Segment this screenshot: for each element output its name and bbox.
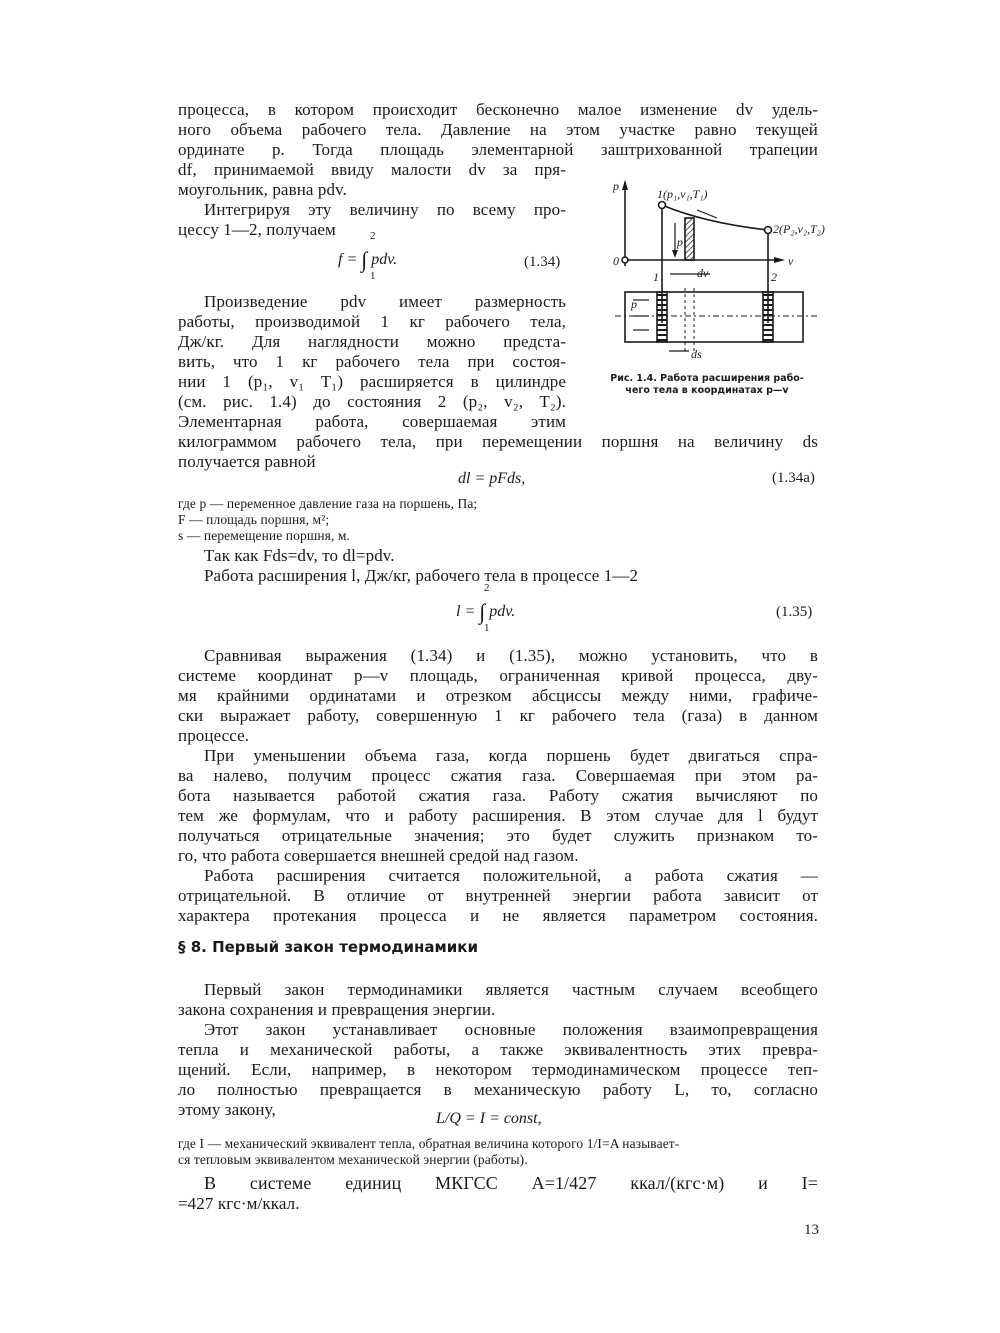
text-line: получается равной <box>178 452 316 471</box>
integral-lower-limit: 1 <box>484 622 490 634</box>
p-axis-label: p <box>613 179 619 193</box>
integral-sign: ∫ <box>361 247 368 272</box>
definition-line: где I — механический эквивалент тепла, обратная величина которого 1/I=A называет- <box>178 1136 680 1151</box>
text-line: ло полностью превращается в механическую работу L, то, согласно <box>178 1080 818 1099</box>
text-line: системе координат p—v площадь, ограниченная кривой процесса, дву- <box>178 666 818 685</box>
origin-label: 0 <box>613 254 619 268</box>
integral-sign: ∫ <box>479 599 486 624</box>
text-line: Первый закон термодинамики является частным случаем всеобщего <box>204 980 818 999</box>
caption-line: чего тела в координатах p—v <box>625 385 789 396</box>
text-line: df, принимаемой ввиду малости dv за пря- <box>178 160 566 179</box>
text-line: щений. Если, например, в некотором термодинамическом процессе теп- <box>178 1060 818 1079</box>
equation-1-35 <box>456 582 516 634</box>
text-line: При уменьшении объема газа, когда поршень будет двигаться спра- <box>204 746 818 765</box>
definition-line: где p — переменное давление газа на поршень, Па; <box>178 496 478 511</box>
equation-number: (1.35) <box>776 604 813 620</box>
text-line: мя крайними ординатами и отрезком абсциссы между ними, графиче- <box>178 686 818 705</box>
equation-const: L/Q = I = const, <box>436 1110 542 1127</box>
ds-label: ds <box>691 347 702 361</box>
text-line: Работа расширения l, Дж/кг, рабочего тела в процессе 1—2 <box>204 566 639 585</box>
text-line: Интегрируя эту величину по всему про- <box>204 200 566 219</box>
figure-caption <box>587 373 827 397</box>
equation-1-34a: dl = pFds, <box>458 470 526 487</box>
text-line: этому закону, <box>178 1100 276 1119</box>
text-line: =427 кгс·м/ккал. <box>178 1194 300 1213</box>
text-line: бота называется работой сжатия газа. Работу сжатия вычисляют по <box>178 786 818 805</box>
definition-line: s — перемещение поршня, м. <box>178 528 351 543</box>
text-line: Этот закон устанавливает основные положения взаимопревращения <box>204 1020 818 1039</box>
text-line: ного объема рабочего тела. Давление на этом участке равно текущей <box>178 120 818 139</box>
equation-lhs: f = <box>338 251 358 268</box>
text-line: нии 1 (p₁, v₁ T₁) расширяется в цилиндре <box>178 372 566 391</box>
equation-1-34 <box>338 230 398 282</box>
text-line: моугольник, равна pdv. <box>178 180 347 199</box>
text-line: характера протекания процесса и не является параметром состояния. <box>178 906 818 925</box>
text-line: отрицательной. В отличие от внутренней энергии работа зависит от <box>178 886 818 905</box>
v-axis-label: v <box>788 254 794 268</box>
piston-1-label: 1 <box>653 270 659 284</box>
text-line: тем же формулам, что и работу расширения. В этом случае для l будут <box>178 806 818 825</box>
text-line: Произведение pdv имеет размерность <box>204 292 566 311</box>
text-line: процесса, в котором происходит бесконечно малое изменение dv удель- <box>178 100 818 119</box>
text-line: Так как Fds=dv, то dl=pdv. <box>204 546 395 565</box>
caption-line: Рис. 1.4. Работа расширения рабо- <box>610 373 804 384</box>
text-line: ординате p. Тогда площадь элементарной заштрихованной трапеции <box>178 140 818 159</box>
section-heading: § 8. Первый закон термодинамики <box>178 938 478 956</box>
text-line: вить, что 1 кг рабочего тела при состоя- <box>178 352 566 371</box>
page-number: 13 <box>804 1222 819 1238</box>
point-1-label: 1(p₁,v₁,T₁) <box>657 187 708 201</box>
text-line: получаться отрицательные значения; это будет служить признаком то- <box>178 826 818 845</box>
integral-upper-limit: 2 <box>484 582 490 594</box>
text-line: ски выражает работу, совершенную 1 кг рабочего тела (газа) в данном <box>178 706 818 725</box>
text-line: (см. рис. 1.4) до состояния 2 (p₂, v₂, T₂). <box>178 392 566 411</box>
pressure-label: p <box>677 235 683 249</box>
text-line: Работа расширения считается положительной, а работа сжатия — <box>204 866 818 885</box>
integral-lower-limit: 1 <box>370 270 376 282</box>
definition-line: ся тепловым эквивалентом механической энергии (работы). <box>178 1152 528 1167</box>
integrand: pdv. <box>489 603 516 620</box>
piston-2-label: 2 <box>771 270 777 284</box>
text-line: процессе. <box>178 726 250 745</box>
text-line: цессу 1—2, получаем <box>178 220 336 239</box>
text-line: Элементарная работа, совершаемая этим <box>178 412 566 431</box>
equation-number: (1.34a) <box>772 470 815 486</box>
dv-label: dv <box>697 266 709 280</box>
text-line: В системе единиц МКГСС A=1/427 ккал/(кгс·м) и I= <box>204 1173 818 1193</box>
text-line: килограммом рабочего тела, при перемещении поршня на величину ds <box>178 432 818 451</box>
text-line: Сравнивая выражения (1.34) и (1.35), можно установить, что в <box>204 646 818 665</box>
text-line: закона сохранения и превращения энергии. <box>178 1000 496 1019</box>
figure-pv-diagram <box>585 178 825 368</box>
text-line: Дж/кг. Для наглядности можно предста- <box>178 332 566 351</box>
text-line: тепла и механической работы, а также эквивалентность этих превра- <box>178 1040 818 1059</box>
text-line: ва налево, получим процесс сжатия газа. Совершаемая при этом ра- <box>178 766 818 785</box>
text-line: работы, производимой 1 кг рабочего тела, <box>178 312 566 331</box>
point-2-label: 2(P₂,v₂,T₂) <box>773 222 825 236</box>
integrand: pdv. <box>371 251 398 268</box>
cylinder-pressure-label: p <box>631 297 637 311</box>
equation-lhs: l = <box>456 603 476 620</box>
integral-upper-limit: 2 <box>370 230 376 242</box>
text-line: го, что работа совершается внешней средой над газом. <box>178 846 579 865</box>
definition-line: F — площадь поршня, м²; <box>178 512 330 527</box>
equation-number: (1.34) <box>524 254 561 270</box>
